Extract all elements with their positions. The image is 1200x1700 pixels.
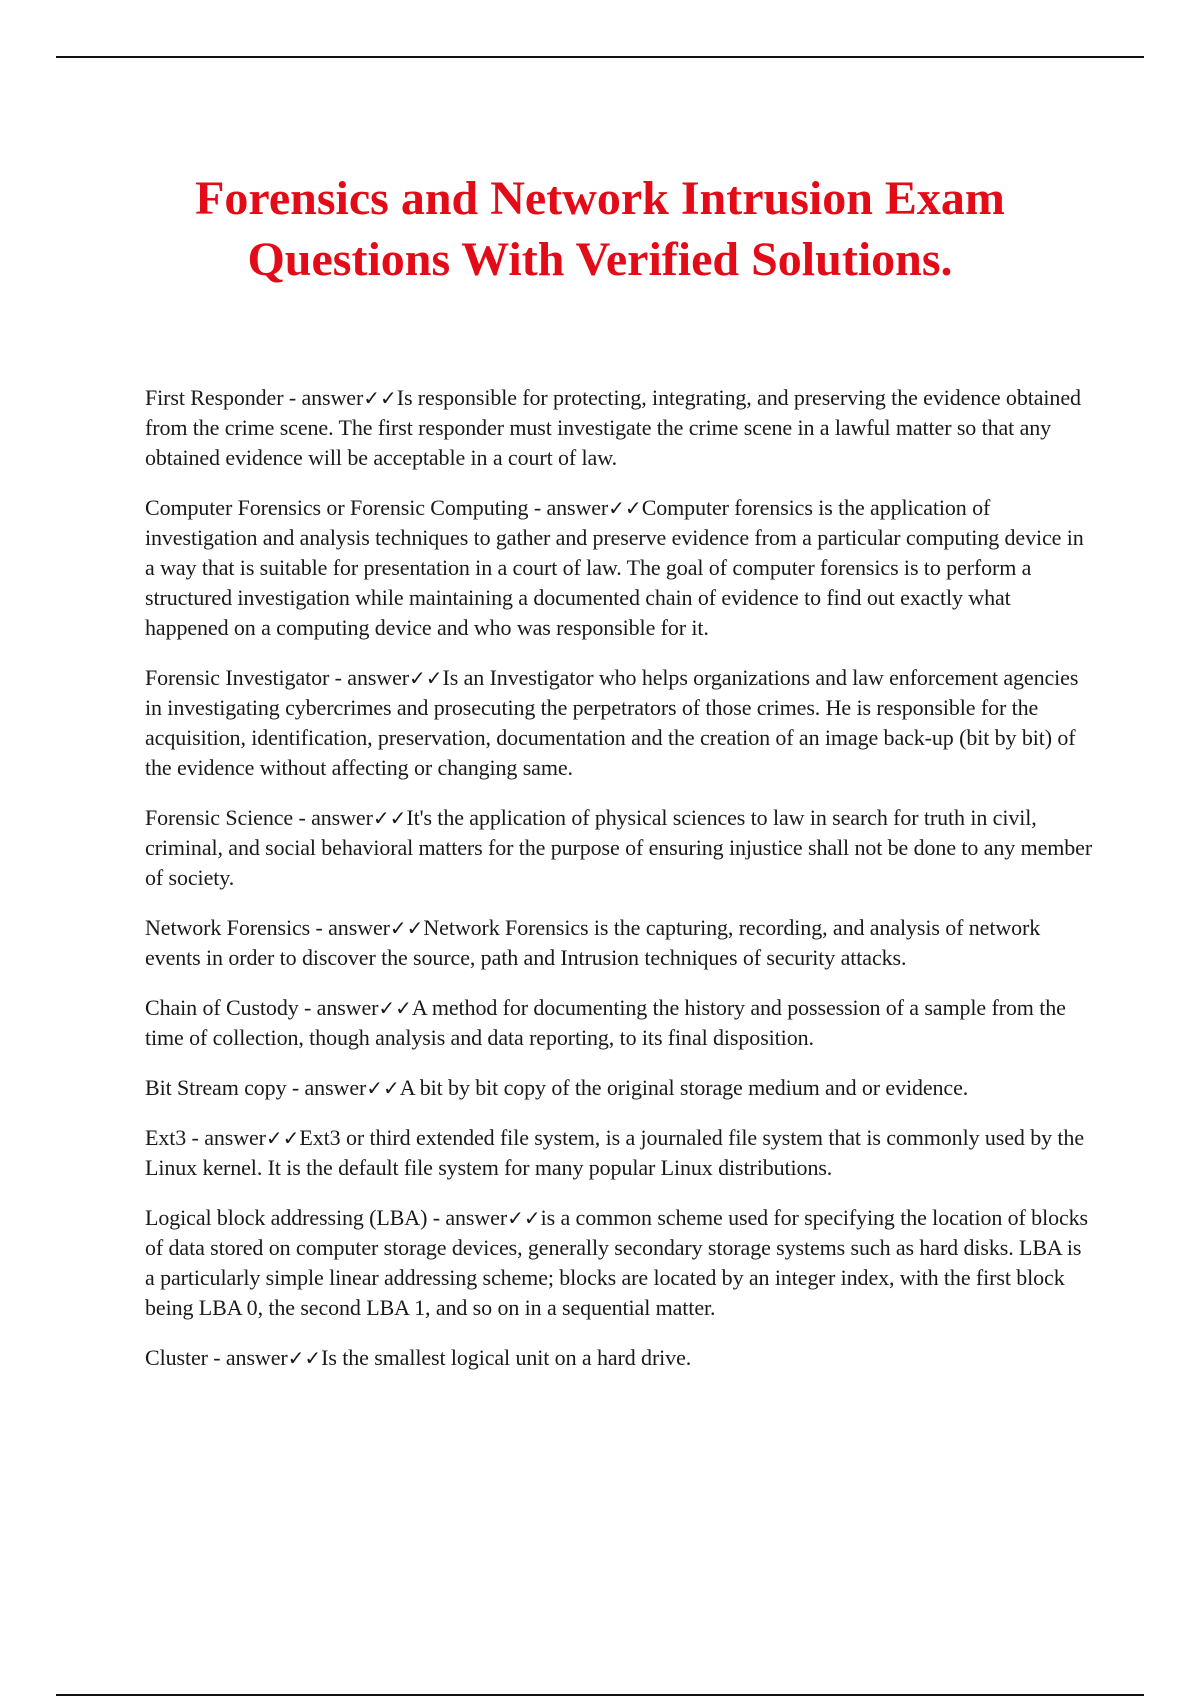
answer-label: answer xyxy=(301,385,364,410)
term: Network Forensics xyxy=(145,915,311,940)
answer-label: answer xyxy=(311,805,373,830)
qa-entry xyxy=(145,803,1095,893)
term: Forensic Investigator xyxy=(145,665,330,690)
qa-entry xyxy=(145,1073,1095,1103)
answer-label: answer xyxy=(316,995,379,1020)
separator: - xyxy=(186,1125,205,1150)
separator: - xyxy=(286,1075,305,1100)
page-title xyxy=(80,168,1120,290)
separator: - xyxy=(427,1205,446,1230)
checkmark-icon: ✓✓ xyxy=(366,1076,400,1100)
definition: It's the application of physical sciences to law in search for truth in civil, criminal, and social behavioral matters for the purpose of ensuring injustice shall not be done to any member of society. xyxy=(145,805,1093,890)
checkmark-icon: ✓✓ xyxy=(287,1346,322,1370)
separator: - xyxy=(298,995,317,1020)
qa-list xyxy=(145,383,1095,1393)
qa-entry xyxy=(145,663,1095,783)
definition: Network Forensics is the capturing, recording, and analysis of network events in order to discover the source, path and Intrusion techniques of security attacks. xyxy=(145,915,1041,970)
checkmark-icon: ✓✓ xyxy=(372,806,407,830)
qa-entry xyxy=(145,1123,1095,1183)
term: First Responder xyxy=(145,385,284,410)
definition: is a common scheme used for specifying the location of blocks of data stored on computer storage devices, generally secondary storage systems such as hard disks. LBA is a particularly simple linear addressing scheme; blocks are located by an integer index, with the first block being LBA 0, the second LBA 1, and so on in a sequential matter. xyxy=(145,1205,1089,1320)
separator: - xyxy=(283,385,302,410)
qa-entry xyxy=(145,1343,1095,1373)
separator: - xyxy=(207,1345,226,1370)
qa-entry xyxy=(145,383,1095,473)
title-line-2: Questions With Verified Solutions. xyxy=(247,233,953,286)
checkmark-icon: ✓✓ xyxy=(608,496,642,520)
definition: Is responsible for protecting, integrating, and preserving the evidence obtained from the crime scene. The first responder must investigate the crime scene in a lawful matter so that any obtained evidence will be acceptable in a court of law. xyxy=(145,385,1081,470)
title-line-1: Forensics and Network Intrusion Exam xyxy=(195,172,1005,225)
qa-entry xyxy=(145,1203,1095,1323)
term: Computer Forensics or Forensic Computing xyxy=(145,495,529,520)
definition: Computer forensics is the application of investigation and analysis techniques to gather and preserve evidence from a particular computing device in a way that is suitable for presentation in a court of law. The goal of computer forensics is to perform a structured investigation while maintaining a documented chain of evidence to find out exactly what happened on a computing device and who was responsible for it. xyxy=(145,495,1084,640)
term: Cluster xyxy=(145,1345,208,1370)
term: Chain of Custody xyxy=(145,995,299,1020)
definition: Is an Investigator who helps organizations and law enforcement agencies in investigating cybercrimes and prosecuting the perpetrators of those crimes. He is responsible for the acquisition, identification, preservation, documentation and the creation of an image back-up (bit by bit) of the evidence without affecting or changing same. xyxy=(145,665,1079,780)
top-rule xyxy=(56,56,1144,58)
checkmark-icon: ✓✓ xyxy=(265,1126,300,1150)
definition: A method for documenting the history and possession of a sample from the time of collection, though analysis and data reporting, to its final disposition. xyxy=(145,995,1066,1050)
answer-label: answer xyxy=(204,1125,266,1150)
separator: - xyxy=(310,915,329,940)
answer-label: answer xyxy=(304,1075,367,1100)
checkmark-icon: ✓✓ xyxy=(507,1206,541,1230)
definition: Ext3 or third extended file system, is a journaled file system that is commonly used by the Linux kernel. It is the default file system for many popular Linux distributions. xyxy=(145,1125,1084,1180)
checkmark-icon: ✓✓ xyxy=(389,916,424,940)
answer-label: answer xyxy=(445,1205,508,1230)
answer-label: answer xyxy=(546,495,609,520)
bottom-rule xyxy=(56,1694,1144,1696)
answer-label: answer xyxy=(347,665,409,690)
separator: - xyxy=(293,805,312,830)
checkmark-icon: ✓✓ xyxy=(378,996,412,1020)
answer-label: answer xyxy=(225,1345,288,1370)
checkmark-icon: ✓✓ xyxy=(363,386,397,410)
term: Forensic Science xyxy=(145,805,294,830)
definition: A bit by bit copy of the original storage medium and or evidence. xyxy=(399,1075,969,1100)
separator: - xyxy=(528,495,547,520)
qa-entry xyxy=(145,493,1095,643)
qa-entry xyxy=(145,913,1095,973)
qa-entry xyxy=(145,993,1095,1053)
answer-label: answer xyxy=(328,915,390,940)
term: Ext3 xyxy=(145,1125,187,1150)
term: Logical block addressing (LBA) xyxy=(145,1205,428,1230)
checkmark-icon: ✓✓ xyxy=(409,666,443,690)
definition: Is the smallest logical unit on a hard drive. xyxy=(321,1345,692,1370)
term: Bit Stream copy xyxy=(145,1075,287,1100)
separator: - xyxy=(329,665,348,690)
